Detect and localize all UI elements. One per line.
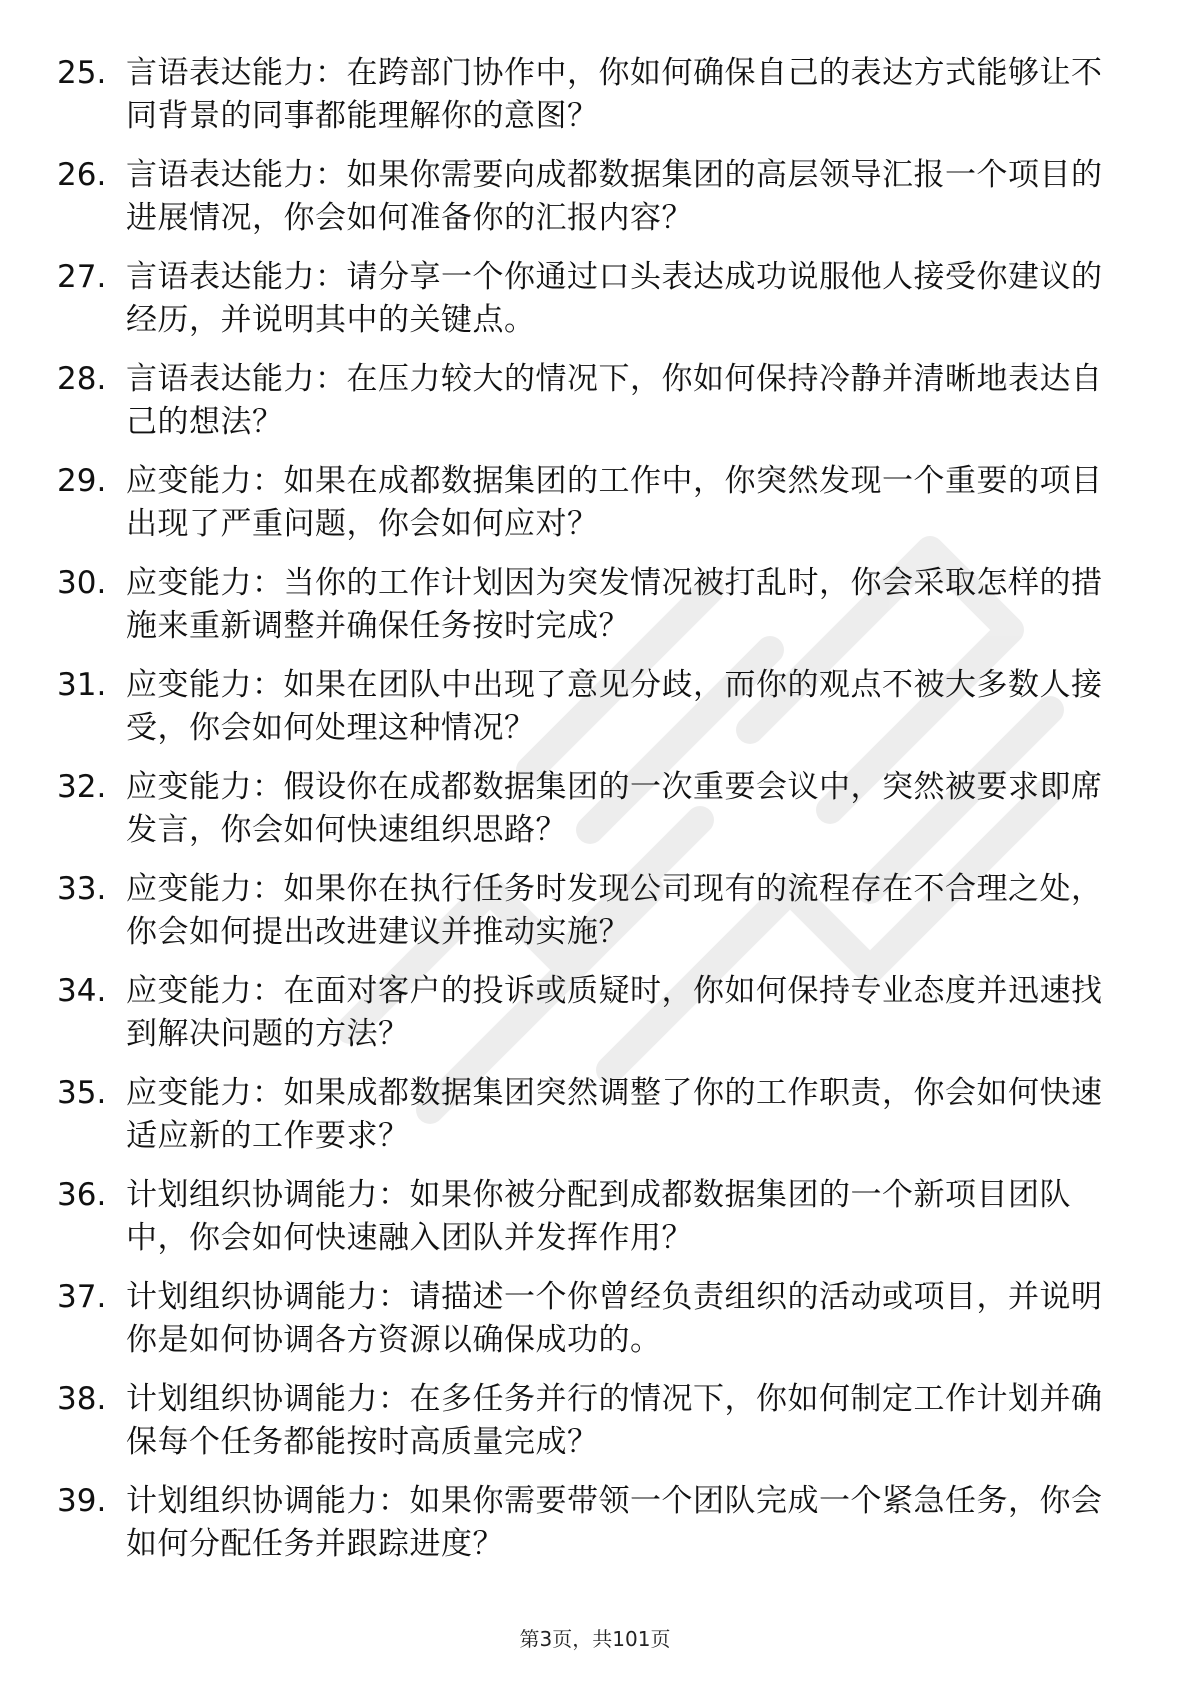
question-item-39 — [57, 1480, 1117, 1566]
question-number: 32. — [57, 769, 107, 805]
question-item-30 — [57, 562, 1117, 648]
question-item-25 — [57, 52, 1117, 138]
question-text: 计划组织协调能力：在多任务并行的情况下，你如何制定工作计划并确保每个任务都能按时高质量完成？ — [126, 1381, 1103, 1460]
question-item-27 — [57, 256, 1117, 342]
question-number: 35. — [57, 1075, 107, 1111]
question-text: 言语表达能力：在跨部门协作中，你如何确保自己的表达方式能够让不同背景的同事都能理解你的意图？ — [126, 55, 1103, 134]
question-number: 25. — [57, 55, 107, 91]
question-text: 应变能力：在面对客户的投诉或质疑时，你如何保持专业态度并迅速找到解决问题的方法？ — [126, 973, 1103, 1052]
question-list — [57, 52, 1117, 1582]
question-item-29 — [57, 460, 1117, 546]
question-text: 计划组织协调能力：请描述一个你曾经负责组织的活动或项目，并说明你是如何协调各方资源以确保成功的。 — [126, 1279, 1103, 1358]
question-text: 计划组织协调能力：如果你需要带领一个团队完成一个紧急任务，你会如何分配任务并跟踪进度？ — [126, 1483, 1103, 1562]
question-number: 37. — [57, 1279, 107, 1315]
question-text: 应变能力：如果在团队中出现了意见分歧，而你的观点不被大多数人接受，你会如何处理这种情况？ — [126, 667, 1103, 746]
question-text: 言语表达能力：如果你需要向成都数据集团的高层领导汇报一个项目的进展情况，你会如何准备你的汇报内容？ — [126, 157, 1103, 236]
question-item-26 — [57, 154, 1117, 240]
question-item-33 — [57, 868, 1117, 954]
question-number: 30. — [57, 565, 107, 601]
question-number: 27. — [57, 259, 107, 295]
question-number: 26. — [57, 157, 107, 193]
question-item-31 — [57, 664, 1117, 750]
question-text: 应变能力：假设你在成都数据集团的一次重要会议中，突然被要求即席发言，你会如何快速组织思路？ — [126, 769, 1103, 848]
question-text: 应变能力：如果在成都数据集团的工作中，你突然发现一个重要的项目出现了严重问题，你会如何应对？ — [126, 463, 1103, 542]
question-text: 言语表达能力：在压力较大的情况下，你如何保持冷静并清晰地表达自己的想法？ — [126, 361, 1103, 440]
question-number: 29. — [57, 463, 107, 499]
question-item-36 — [57, 1174, 1117, 1260]
question-number: 38. — [57, 1381, 107, 1417]
question-number: 33. — [57, 871, 107, 907]
question-text: 计划组织协调能力：如果你被分配到成都数据集团的一个新项目团队中，你会如何快速融入团队并发挥作用？ — [126, 1177, 1071, 1256]
question-text: 应变能力：当你的工作计划因为突发情况被打乱时，你会采取怎样的措施来重新调整并确保任务按时完成？ — [126, 565, 1103, 644]
question-item-37 — [57, 1276, 1117, 1362]
question-item-28 — [57, 358, 1117, 444]
question-item-32 — [57, 766, 1117, 852]
question-number: 36. — [57, 1177, 107, 1213]
question-number: 39. — [57, 1483, 107, 1519]
page-footer — [0, 1626, 1190, 1652]
question-item-35 — [57, 1072, 1117, 1158]
question-item-34 — [57, 970, 1117, 1056]
page-number-label: 第3页，共101页 — [519, 1627, 671, 1651]
question-item-38 — [57, 1378, 1117, 1464]
question-number: 28. — [57, 361, 107, 397]
question-text: 应变能力：如果成都数据集团突然调整了你的工作职责，你会如何快速适应新的工作要求？ — [126, 1075, 1103, 1154]
question-text: 应变能力：如果你在执行任务时发现公司现有的流程存在不合理之处，你会如何提出改进建议并推动实施？ — [126, 871, 1103, 950]
question-number: 34. — [57, 973, 107, 1009]
question-number: 31. — [57, 667, 107, 703]
question-text: 言语表达能力：请分享一个你通过口头表达成功说服他人接受你建议的经历，并说明其中的关键点。 — [126, 259, 1103, 338]
